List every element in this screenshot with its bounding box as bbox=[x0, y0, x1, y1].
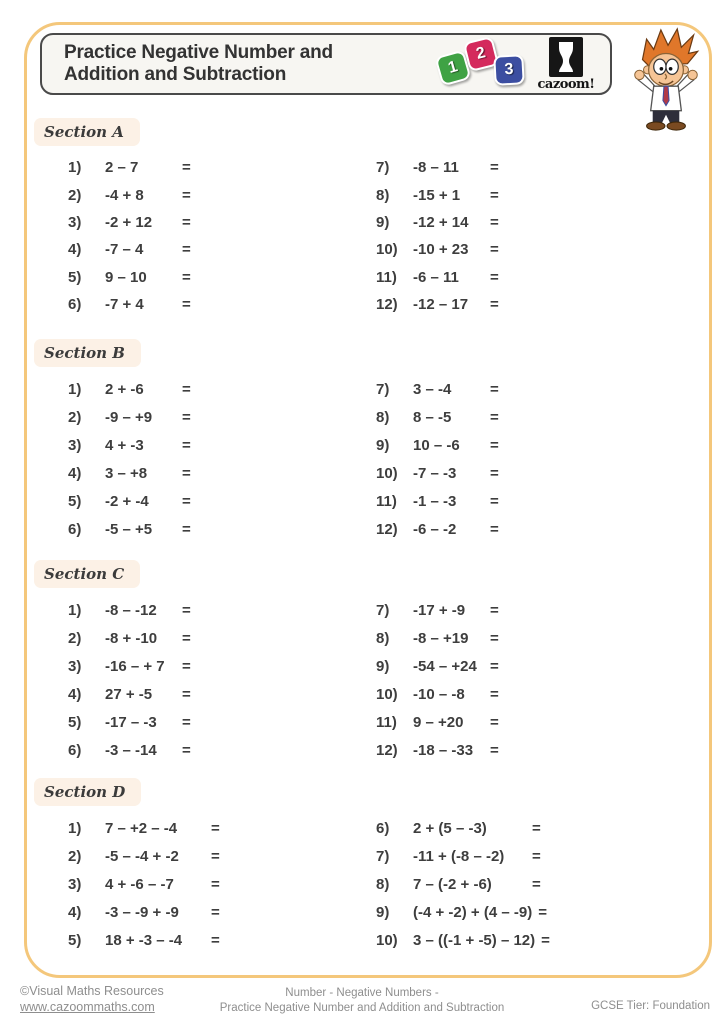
problem-expression: -6 – -2 bbox=[413, 520, 457, 538]
equals-sign: = bbox=[490, 186, 499, 204]
equals-sign: = bbox=[182, 741, 191, 759]
equals-sign: = bbox=[182, 520, 191, 538]
problem-number: 11) bbox=[376, 268, 397, 286]
problem-number: 4) bbox=[68, 903, 82, 921]
problem-number: 5) bbox=[68, 931, 82, 949]
problem-row bbox=[376, 842, 712, 870]
problem-number: 9) bbox=[376, 903, 390, 921]
section-b bbox=[24, 339, 712, 543]
equals-sign: = bbox=[490, 159, 499, 177]
problem-row bbox=[68, 431, 368, 459]
problem-expression: -16 – + 7 bbox=[105, 657, 165, 675]
problem-number: 11) bbox=[376, 492, 397, 510]
problem-number: 2) bbox=[68, 186, 82, 204]
problem-row bbox=[376, 403, 712, 431]
footer-center-block bbox=[220, 986, 504, 1016]
problem-row bbox=[376, 459, 712, 487]
equals-sign: = bbox=[211, 847, 220, 865]
problem-expression: 4 + -3 bbox=[105, 436, 144, 454]
problem-expression: -2 + -4 bbox=[105, 492, 149, 510]
equals-sign: = bbox=[490, 520, 499, 538]
problem-row bbox=[68, 652, 368, 680]
problem-expression: -4 + 8 bbox=[105, 186, 144, 204]
problem-expression: -12 + 14 bbox=[413, 213, 469, 231]
problems-column-left bbox=[24, 596, 368, 764]
problem-row bbox=[376, 596, 712, 624]
problem-expression: -18 – -33 bbox=[413, 741, 474, 759]
equals-sign: = bbox=[182, 629, 191, 647]
problem-expression: -7 + 4 bbox=[105, 296, 144, 314]
equals-sign: = bbox=[182, 296, 191, 314]
section-rows bbox=[24, 814, 712, 954]
problem-expression: -11 + (-8 – -2) bbox=[413, 847, 505, 865]
problem-number: 8) bbox=[376, 629, 390, 647]
problem-expression: 4 + -6 – -7 bbox=[105, 875, 174, 893]
problem-row bbox=[376, 736, 712, 764]
problem-number: 9) bbox=[376, 436, 390, 454]
problem-row bbox=[376, 375, 712, 403]
problem-number: 8) bbox=[376, 408, 390, 426]
problem-number: 3) bbox=[68, 213, 82, 231]
problem-number: 7) bbox=[376, 601, 390, 619]
problem-number: 6) bbox=[68, 520, 82, 538]
equals-sign: = bbox=[490, 492, 499, 510]
problem-number: 5) bbox=[68, 268, 82, 286]
equals-sign: = bbox=[182, 186, 191, 204]
equals-sign: = bbox=[532, 847, 541, 865]
problem-number: 12) bbox=[376, 520, 398, 538]
equals-sign: = bbox=[490, 268, 499, 286]
problem-expression: 8 – -5 bbox=[413, 408, 452, 426]
problem-number: 7) bbox=[376, 159, 390, 177]
equals-sign: = bbox=[490, 657, 499, 675]
problem-row bbox=[68, 624, 368, 652]
problem-row bbox=[68, 264, 368, 291]
equals-sign: = bbox=[490, 601, 499, 619]
problem-expression: -6 – 11 bbox=[413, 268, 459, 286]
problem-expression: 9 – +20 bbox=[413, 713, 464, 731]
equals-sign: = bbox=[182, 408, 191, 426]
problem-number: 3) bbox=[68, 875, 82, 893]
section-rows bbox=[24, 154, 712, 318]
equals-sign: = bbox=[182, 657, 191, 675]
equals-sign: = bbox=[490, 685, 499, 703]
problem-expression: 10 – -6 bbox=[413, 436, 460, 454]
problem-expression: -3 – -9 + -9 bbox=[105, 903, 179, 921]
copyright-text: ©Visual Maths Resources bbox=[20, 984, 164, 998]
section-a bbox=[24, 118, 712, 318]
problem-expression: 27 + -5 bbox=[105, 685, 153, 703]
problems-column-left bbox=[24, 375, 368, 543]
problem-number: 2) bbox=[68, 408, 82, 426]
equals-sign: = bbox=[538, 903, 547, 921]
equals-sign: = bbox=[490, 464, 499, 482]
problem-expression: -54 – +24 bbox=[413, 657, 477, 675]
equals-sign: = bbox=[532, 875, 541, 893]
problem-expression: -5 – -4 + -2 bbox=[105, 847, 179, 865]
equals-sign: = bbox=[490, 241, 499, 259]
problems-column-right bbox=[368, 596, 712, 764]
problem-number: 9) bbox=[376, 657, 390, 675]
equals-sign: = bbox=[490, 408, 499, 426]
equals-sign: = bbox=[182, 601, 191, 619]
problem-number: 1) bbox=[68, 601, 82, 619]
problem-number: 3) bbox=[68, 657, 82, 675]
problem-row bbox=[68, 736, 368, 764]
problem-expression: -12 – 17 bbox=[413, 296, 469, 314]
section-rows bbox=[24, 596, 712, 764]
problem-row bbox=[68, 680, 368, 708]
problem-number: 6) bbox=[68, 741, 82, 759]
problem-number: 8) bbox=[376, 186, 390, 204]
problem-row bbox=[376, 926, 712, 954]
problem-expression: -10 – -8 bbox=[413, 685, 465, 703]
equals-sign: = bbox=[490, 436, 499, 454]
problem-number: 10) bbox=[376, 464, 398, 482]
problem-row bbox=[68, 181, 368, 208]
problem-number: 7) bbox=[376, 847, 390, 865]
problem-expression: -17 + -9 bbox=[413, 601, 466, 619]
equals-sign: = bbox=[490, 713, 499, 731]
equals-sign: = bbox=[182, 713, 191, 731]
problem-number: 2) bbox=[68, 629, 82, 647]
problem-row bbox=[376, 181, 712, 208]
problem-expression: -15 + 1 bbox=[413, 186, 461, 204]
section-label: Section D bbox=[34, 778, 141, 806]
title-line-1: Practice Negative Number and bbox=[64, 42, 333, 64]
problem-number: 5) bbox=[68, 713, 82, 731]
equals-sign: = bbox=[490, 629, 499, 647]
problem-expression: 2 + -6 bbox=[105, 380, 144, 398]
equals-sign: = bbox=[211, 903, 220, 921]
problem-row bbox=[376, 209, 712, 236]
problem-row bbox=[376, 708, 712, 736]
tile-three-icon: 3 bbox=[493, 54, 525, 86]
problem-row bbox=[68, 209, 368, 236]
problem-row bbox=[376, 680, 712, 708]
sections bbox=[24, 22, 712, 954]
footer-worksheet-line: Practice Negative Number and Addition and Subtraction bbox=[219, 1001, 505, 1014]
problem-row bbox=[68, 459, 368, 487]
problem-row bbox=[376, 236, 712, 263]
problem-row bbox=[376, 870, 712, 898]
problem-expression: -8 – +19 bbox=[413, 629, 469, 647]
tile-one-icon: 1 bbox=[434, 49, 471, 86]
problem-expression: 2 – 7 bbox=[105, 159, 139, 177]
problem-expression: -10 + 23 bbox=[413, 241, 469, 259]
problem-row bbox=[68, 291, 368, 318]
problem-row bbox=[68, 236, 368, 263]
section-c bbox=[24, 560, 712, 764]
problem-number: 1) bbox=[68, 159, 82, 177]
section-rows bbox=[24, 375, 712, 543]
section-label: Section C bbox=[34, 560, 140, 588]
section-d bbox=[24, 778, 712, 954]
problem-row bbox=[68, 515, 368, 543]
problem-number: 11) bbox=[376, 713, 397, 731]
problem-number: 5) bbox=[68, 492, 82, 510]
equals-sign: = bbox=[182, 213, 191, 231]
problem-row bbox=[68, 487, 368, 515]
equals-sign: = bbox=[490, 296, 499, 314]
footer-copyright-block bbox=[20, 984, 164, 1015]
equals-sign: = bbox=[182, 685, 191, 703]
problem-row bbox=[68, 926, 368, 954]
problem-expression: -3 – -14 bbox=[105, 741, 157, 759]
footer-tier-label: GCSE Tier: Foundation bbox=[591, 1000, 710, 1012]
problem-row bbox=[68, 596, 368, 624]
problem-expression: 2 + (5 – -3) bbox=[413, 819, 487, 837]
problem-row bbox=[376, 515, 712, 543]
problem-number: 12) bbox=[376, 296, 398, 314]
problem-number: 6) bbox=[376, 819, 390, 837]
problem-expression: -8 – 11 bbox=[413, 159, 459, 177]
problem-number: 12) bbox=[376, 741, 398, 759]
problem-expression: -17 – -3 bbox=[105, 713, 157, 731]
problem-number: 7) bbox=[376, 380, 390, 398]
problem-row bbox=[376, 624, 712, 652]
problem-expression: 7 – (-2 + -6) bbox=[413, 875, 492, 893]
equals-sign: = bbox=[211, 931, 220, 949]
problem-row bbox=[68, 403, 368, 431]
footer-topic-line: Number - Negative Numbers - bbox=[285, 987, 439, 999]
problem-row bbox=[68, 870, 368, 898]
problem-number: 10) bbox=[376, 931, 398, 949]
problem-expression: 9 – 10 bbox=[105, 268, 147, 286]
problem-row bbox=[68, 898, 368, 926]
problem-number: 8) bbox=[376, 875, 390, 893]
problem-row bbox=[376, 652, 712, 680]
problems-column-right bbox=[368, 375, 712, 543]
tile-two-icon: 2 bbox=[463, 36, 499, 72]
equals-sign: = bbox=[182, 436, 191, 454]
problem-expression: 3 – -4 bbox=[413, 380, 452, 398]
problem-row bbox=[68, 708, 368, 736]
problems-column-left bbox=[24, 814, 368, 954]
equals-sign: = bbox=[532, 819, 541, 837]
problem-number: 2) bbox=[68, 847, 82, 865]
problem-expression: -1 – -3 bbox=[413, 492, 457, 510]
title-line-2: Addition and Subtraction bbox=[64, 64, 287, 85]
equals-sign: = bbox=[182, 380, 191, 398]
cazoom-logo-text: cazoom! bbox=[537, 76, 595, 92]
problem-expression: 3 – ((-1 + -5) – 12) bbox=[413, 931, 536, 949]
problem-row bbox=[376, 898, 712, 926]
problem-number: 9) bbox=[376, 213, 390, 231]
section-label: Section B bbox=[34, 339, 141, 367]
problem-expression: -7 – 4 bbox=[105, 241, 144, 259]
worksheet-content bbox=[24, 22, 712, 978]
equals-sign: = bbox=[182, 464, 191, 482]
problem-row bbox=[376, 154, 712, 181]
section-label: Section A bbox=[34, 118, 140, 146]
problem-row bbox=[68, 375, 368, 403]
equals-sign: = bbox=[490, 213, 499, 231]
equals-sign: = bbox=[182, 241, 191, 259]
problem-row bbox=[376, 264, 712, 291]
problem-number: 4) bbox=[68, 241, 82, 259]
problems-column-right bbox=[368, 154, 712, 318]
problem-expression: -5 – +5 bbox=[105, 520, 153, 538]
equals-sign: = bbox=[211, 875, 220, 893]
problem-expression: 7 – +2 – -4 bbox=[105, 819, 178, 837]
problem-expression: -8 + -10 bbox=[105, 629, 158, 647]
problem-number: 6) bbox=[68, 296, 82, 314]
problem-row bbox=[376, 814, 712, 842]
equals-sign: = bbox=[182, 268, 191, 286]
problem-expression: 3 – +8 bbox=[105, 464, 148, 482]
problems-column-right bbox=[368, 814, 712, 954]
problem-number: 3) bbox=[68, 436, 82, 454]
equals-sign: = bbox=[211, 819, 220, 837]
problem-expression: -8 – -12 bbox=[105, 601, 157, 619]
problem-number: 1) bbox=[68, 819, 82, 837]
problem-number: 10) bbox=[376, 241, 398, 259]
problem-row bbox=[376, 487, 712, 515]
problem-row bbox=[68, 154, 368, 181]
website-link[interactable]: www.cazoommaths.com bbox=[20, 999, 155, 1014]
equals-sign: = bbox=[182, 492, 191, 510]
problem-number: 10) bbox=[376, 685, 398, 703]
problem-row bbox=[376, 291, 712, 318]
equals-sign: = bbox=[182, 159, 191, 177]
problem-row bbox=[68, 814, 368, 842]
equals-sign: = bbox=[541, 931, 550, 949]
problem-row bbox=[376, 431, 712, 459]
problems-column-left bbox=[24, 154, 368, 318]
problem-expression: 18 + -3 – -4 bbox=[105, 931, 183, 949]
problem-expression: -2 + 12 bbox=[105, 213, 153, 231]
problem-number: 4) bbox=[68, 464, 82, 482]
problem-row bbox=[68, 842, 368, 870]
problem-expression: (-4 + -2) + (4 – -9) bbox=[413, 903, 533, 921]
equals-sign: = bbox=[490, 380, 499, 398]
problem-expression: -7 – -3 bbox=[413, 464, 457, 482]
problem-number: 1) bbox=[68, 380, 82, 398]
problem-expression: -9 – +9 bbox=[105, 408, 153, 426]
problem-number: 4) bbox=[68, 685, 82, 703]
equals-sign: = bbox=[490, 741, 499, 759]
